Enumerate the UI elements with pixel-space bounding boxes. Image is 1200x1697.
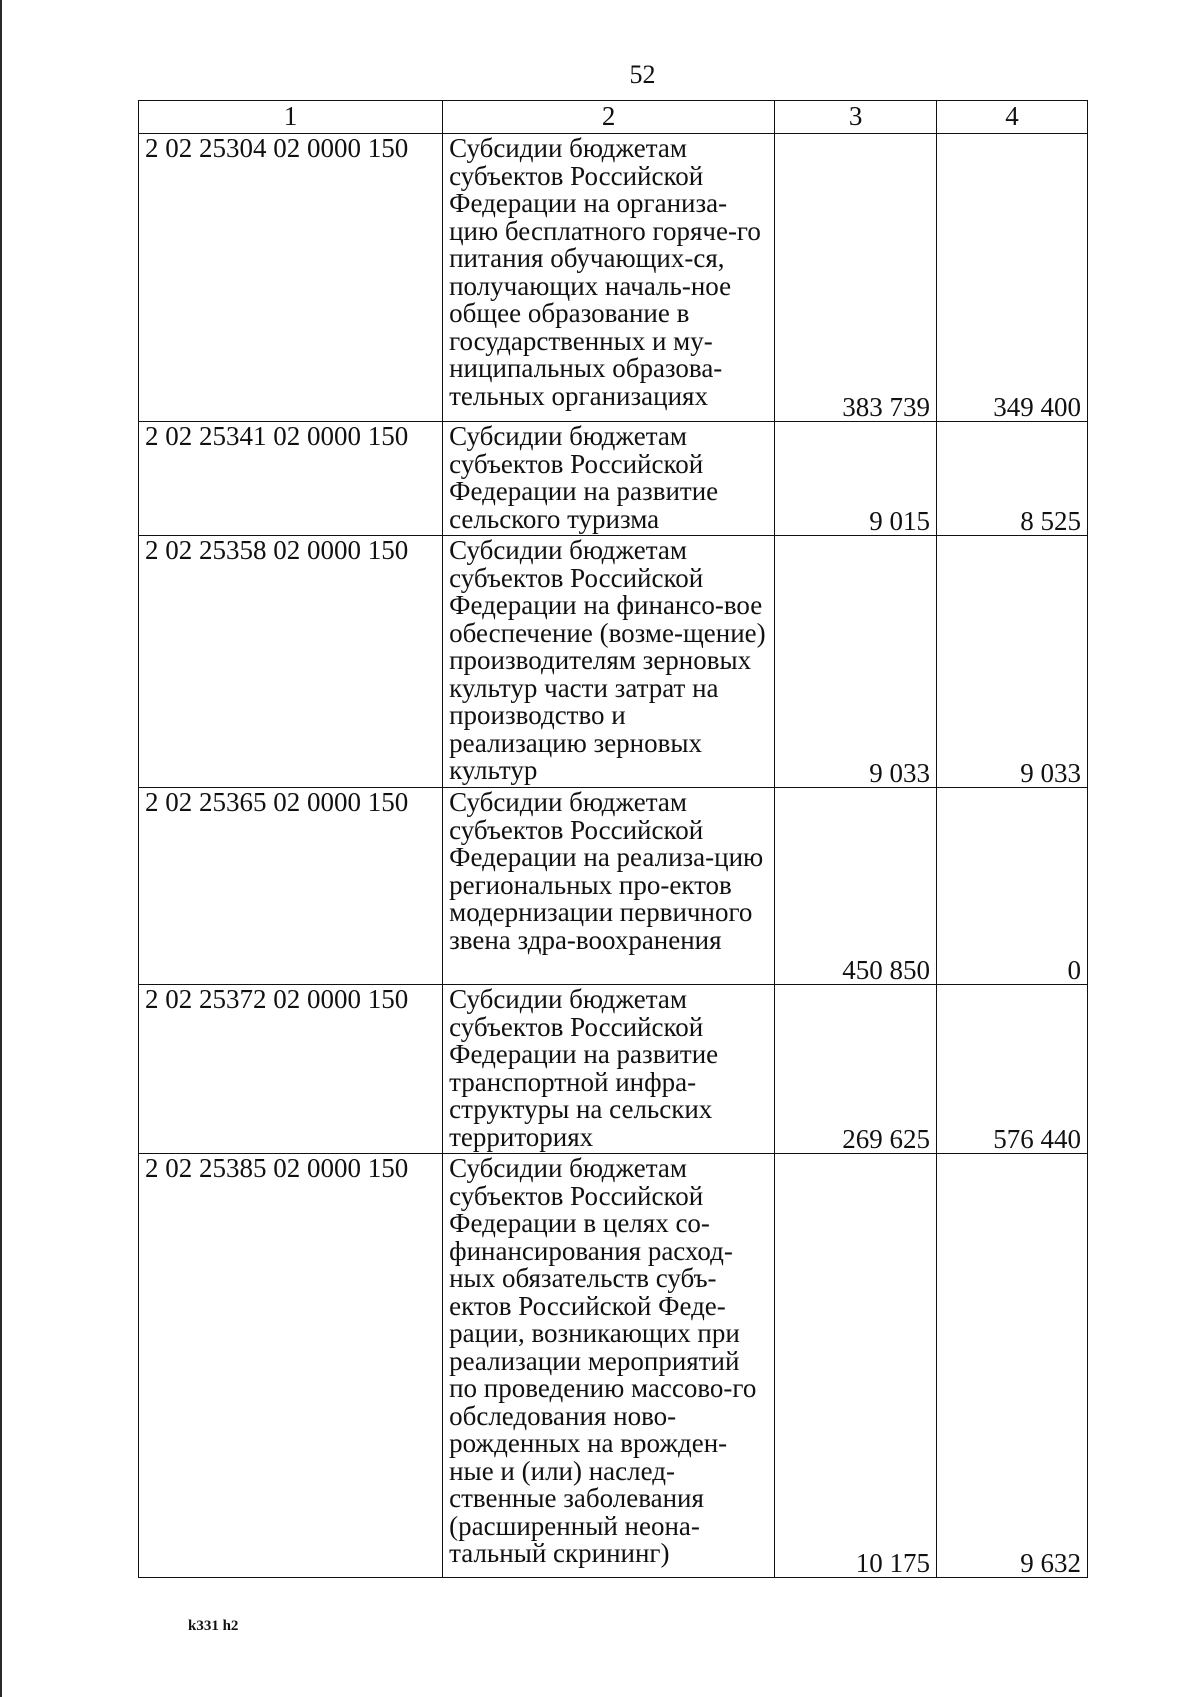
document-footer-code: k331 h2 — [188, 1618, 239, 1634]
description-cell: Субсидии бюджетам субъектов Российской Федерации на реализа-цию региональных про-ектов модернизации первичного звена здра-воохранения — [443, 788, 775, 985]
budget-code-cell: 2 02 25385 02 0000 150 — [139, 1154, 443, 1578]
col3-value-cell: 10 175 — [775, 1154, 937, 1578]
table-row — [139, 536, 1088, 788]
budget-code-cell: 2 02 25358 02 0000 150 — [139, 536, 443, 788]
col4-value-cell: 576 440 — [937, 985, 1088, 1154]
budget-code-cell: 2 02 25341 02 0000 150 — [139, 422, 443, 536]
description-cell: Субсидии бюджетам субъектов Российской Федерации на финансо-вое обеспечение (возме-щение) производителям зерновых культур части затрат на производство и реализацию зерновых культур — [443, 536, 775, 788]
column-header-4: 4 — [937, 101, 1088, 134]
budget-code-cell: 2 02 25372 02 0000 150 — [139, 985, 443, 1154]
description-cell: Субсидии бюджетам субъектов Российской Федерации на развитие сельского туризма — [443, 422, 775, 536]
col4-value-cell: 0 — [937, 788, 1088, 985]
column-header-3: 3 — [775, 101, 937, 134]
table-row — [139, 422, 1088, 536]
table-row — [139, 1154, 1088, 1578]
budget-code-cell: 2 02 25304 02 0000 150 — [139, 134, 443, 422]
table-row — [139, 788, 1088, 985]
col4-value-cell: 9 632 — [937, 1154, 1088, 1578]
budget-table — [138, 100, 1088, 1578]
col3-value-cell: 9 015 — [775, 422, 937, 536]
budget-code-cell: 2 02 25365 02 0000 150 — [139, 788, 443, 985]
table-header-row — [139, 101, 1088, 134]
col4-value-cell: 8 525 — [937, 422, 1088, 536]
description-cell: Субсидии бюджетам субъектов Российской Федерации на развитие транспортной инфра-структуры на сельских территориях — [443, 985, 775, 1154]
scan-edge — [0, 0, 2, 1697]
table-row — [139, 134, 1088, 422]
col3-value-cell: 269 625 — [775, 985, 937, 1154]
column-header-1: 1 — [139, 101, 443, 134]
col3-value-cell: 450 850 — [775, 788, 937, 985]
col4-value-cell: 9 033 — [937, 536, 1088, 788]
description-cell: Субсидии бюджетам субъектов Российской Федерации на организа-цию бесплатного горяче-го питания обучающих-ся, получающих началь-ное общее образование в государственных и му-ниципальных образова-тельных организациях — [443, 134, 775, 422]
page-number: 52 — [629, 60, 656, 89]
col3-value-cell: 9 033 — [775, 536, 937, 788]
column-header-2: 2 — [443, 101, 775, 134]
col3-value-cell: 383 739 — [775, 134, 937, 422]
col4-value-cell: 349 400 — [937, 134, 1088, 422]
description-cell: Субсидии бюджетам субъектов Российской Федерации в целях со-финансирования расход-ных обязательств субъ-ектов Российской Феде-рации, возникающих при реализации мероприятий по проведению массово-го обследования ново-рожденных на врожден-ные и (или) наслед-ственные заболевания (расширенный неона-тальный скрининг) — [443, 1154, 775, 1578]
table-row — [139, 985, 1088, 1154]
